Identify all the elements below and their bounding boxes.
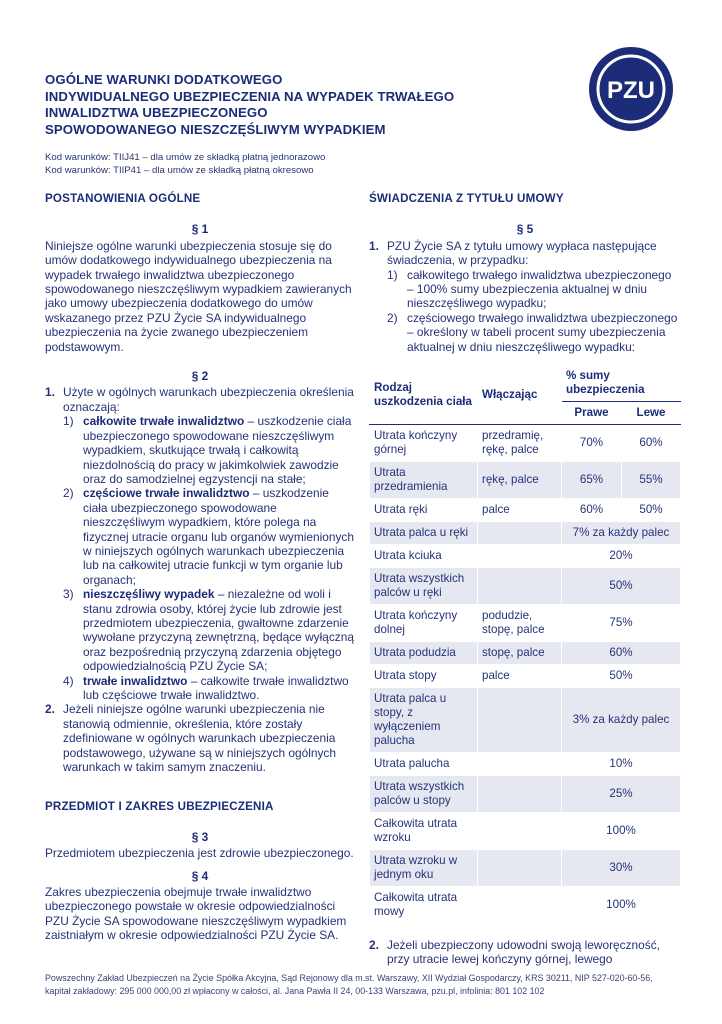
cell-kind: Całkowita utrata wzroku [370,813,478,850]
cell-percent: 50% [562,568,681,605]
benefit-item [369,311,681,354]
cell-kind: Utrata podudzia [370,642,478,665]
cell-left: 55% [622,462,681,499]
cell-kind: Utrata wzroku w jednym oku [370,850,478,887]
cell-including [478,753,562,776]
clause-5-1 [369,239,681,268]
benefit-text: częściowego trwałego inwalidztwa ubezpieczonego – określony w tabeli procent sumy ubezpieczenia aktualnej w dniu nieszczęśliwego wypadku: [407,310,678,354]
item-number: 2) [63,486,74,501]
section-heading-benefits: ŚWIADCZENIA Z TYTUŁU UMOWY [369,192,564,205]
cell-kind: Utrata stopy [370,665,478,688]
column-header-left: Lewe [622,402,681,425]
definition-term: częściowe trwałe inwalidztwo [83,486,250,501]
title-line: INDYWIDUALNEGO UBEZPIECZENIA NA WYPADEK TRWAŁEGO [45,88,455,104]
cell-percent: 7% za każdy palec [562,522,681,545]
cell-right: 65% [562,462,622,499]
column-header-kind: Rodzaj uszkodzenia ciała [370,365,478,425]
cell-including: stopę, palce [478,642,562,665]
table-row [370,605,681,642]
table-row [370,887,681,924]
cell-percent: 100% [562,813,681,850]
cell-including [478,688,562,753]
pzu-logo [588,46,674,132]
clause-2-1 [45,385,355,414]
cell-kind: Całkowita utrata mowy [370,887,478,924]
benefits-table-body [370,425,681,924]
clause-text: Jeżeli niniejsze ogólne warunki ubezpieczenia nie stanowią odmiennie, określenia, które zostały zdefiniowane w ogólnych warunkach ubezpieczenia podstawowego, używane są w niniejszych ogólnych warunkach w takim samym znaczeniu. [63,702,336,775]
footer-line: kapitał zakładowy: 295 000 000,00 zł wpłacony w całości, al. Jana Pawła II 24, 00-133 Warszawa, pzu.pl, infolinia: 801 102 102 [45,985,545,996]
code-line: Kod warunków: TIIJ41 – dla umów ze składką płatną jednorazowo [45,152,326,163]
cell-right: 60% [562,499,622,522]
clause-text: Jeżeli ubezpieczony udowodni swoją leworęczność, przy utracie lewej kończyny górnej, lewego [387,938,660,967]
table-row [370,499,681,522]
right-column [369,192,681,967]
table-row [370,665,681,688]
clause-text: PZU Życie SA z tytułu umowy wypłaca następujące świadczenia, w przypadku: [387,238,657,268]
definition-item [45,587,355,673]
clause-text: Użyte w ogólnych warunkach ubezpieczenia określenia oznaczają: [63,385,354,414]
definition-term: nieszczęśliwy wypadek [83,587,215,602]
item-number: 4) [63,673,74,688]
cell-kind: Utrata palca u ręki [370,522,478,545]
paragraph-1-heading: § 1 [191,222,209,237]
cell-kind: Utrata kończyny dolnej [370,605,478,642]
cell-percent: 25% [562,776,681,813]
paragraph-2-heading: § 2 [191,369,209,384]
title-line: INWALIDZTWA UBEZPIECZONEGO [45,105,268,120]
cell-percent: 30% [562,850,681,887]
clause-2-2 [45,702,355,774]
cell-percent: 75% [562,605,681,642]
table-row [370,753,681,776]
cell-kind: Utrata palca u stopy, z wyłączeniem palucha [370,688,478,753]
table-row [370,688,681,753]
paragraph-3-heading: § 3 [191,829,209,844]
item-number: 1) [387,267,398,282]
title-line: SPOWODOWANEGO NIESZCZĘŚLIWYM WYPADKIEM [45,121,386,137]
cell-percent: 20% [562,545,681,568]
definition-text [83,414,355,486]
paragraph-4-heading: § 4 [191,868,209,883]
cell-including: rękę, palce [478,462,562,499]
item-number: 2) [387,310,398,325]
cell-including [478,522,562,545]
clause-number: 1. [45,385,55,400]
definition-text [83,674,355,703]
table-row [370,776,681,813]
table-row [370,545,681,568]
definition-item [45,674,355,703]
definition-body: – uszkodzenie ciała ubezpieczonego spowodowane nieszczęśliwym wypadkiem, skutkujące trwałą i całkowitą niezdolnością do pracy w jakimkolwiek zawodzie oraz do samodzielnej egzystencji na stałe; [83,414,352,486]
clause-number: 2. [45,702,55,717]
benefit-text: całkowitego trwałego inwalidztwa ubezpieczonego – 100% sumy ubezpieczenia aktualnej w dniu nieszczęśliwego wypadku; [407,267,672,311]
column-header-right: Prawe [562,402,622,425]
table-row [370,850,681,887]
cell-including [478,545,562,568]
cell-including: przedramię, rękę, palce [478,425,562,462]
column-header-percent: % sumy ubezpieczenia [562,365,681,402]
footer [45,972,685,997]
cell-kind: Utrata ręki [370,499,478,522]
paragraph-3-text: Przedmiotem ubezpieczenia jest zdrowie ubezpieczonego. [45,846,354,861]
cell-including: podudzie, stopę, palce [478,605,562,642]
clause-5-2 [369,938,681,967]
cell-percent: 10% [562,753,681,776]
cell-percent: 50% [562,665,681,688]
clause-number: 1. [369,238,379,253]
definition-text [83,587,355,673]
table-row [370,522,681,545]
cell-including: palce [478,499,562,522]
cell-including [478,850,562,887]
table-row [370,568,681,605]
benefits-table [369,364,681,924]
cell-including [478,813,562,850]
clause-number: 2. [369,938,379,953]
cell-right: 70% [562,425,622,462]
definition-term: całkowite trwałe inwalidztwo [83,414,245,429]
cell-percent: 3% za każdy palec [562,688,681,753]
column-header-including: Włączając [478,365,562,425]
cell-including [478,887,562,924]
cell-percent: 100% [562,887,681,924]
definition-body: – całkowite trwałe inwalidztwo lub częściowe trwałe inwalidztwo. [83,673,349,702]
table-row [370,462,681,499]
section-heading-scope: PRZEDMIOT I ZAKRES UBEZPIECZENIA [45,800,274,814]
table-row [370,642,681,665]
cell-kind: Utrata palucha [370,753,478,776]
condition-codes [45,151,325,177]
item-number: 3) [63,587,74,602]
title-line: OGÓLNE WARUNKI DODATKOWEGO [45,72,283,87]
cell-kind: Utrata kciuka [370,545,478,568]
definition-item [45,414,355,486]
table-row [370,813,681,850]
cell-kind: Utrata wszystkich palców u ręki [370,568,478,605]
table-row [370,425,681,462]
left-column [45,192,355,943]
cell-kind: Utrata wszystkich palców u stopy [370,776,478,813]
item-number: 1) [63,414,74,429]
definition-body: – niezależne od woli i stanu zdrowia osoby, której życie lub zdrowie jest przedmiotem ubezpieczenia, gwałtowne zdarzenie wywołane przyczyną zewnętrzną, będące wyłączną oraz bezpośrednią przyczyną zdarzenia objętego odpowiedzialnością PZU Życie SA; [83,587,354,674]
logo-text: PZU [607,77,655,104]
cell-including [478,776,562,813]
cell-kind: Utrata przedramienia [370,462,478,499]
definition-term: trwałe inwalidztwo [83,673,188,688]
cell-kind: Utrata kończyny górnej [370,425,478,462]
definition-item [45,486,355,587]
cell-percent: 60% [562,642,681,665]
cell-left: 60% [622,425,681,462]
paragraph-4-text: Zakres ubezpieczenia obejmuje trwałe inwalidztwo ubezpieczonego powstałe w okresie odpowiedzialności PZU Życie SA spowodowane nieszczęśliwym wypadkiem zaistniałym w okresie odpowiedzialności PZU Życie SA. [45,885,347,943]
cell-left: 50% [622,499,681,522]
cell-including: palce [478,665,562,688]
document-title [45,72,515,138]
paragraph-1-text: Niniejsze ogólne warunki ubezpieczenia stosuje się do umów dodatkowego indywidualnego ubezpieczenia na wypadek trwałego inwalidztwa ubezpieczonego spowodowanego nieszczęśliwym wypadkiem zawieranych jako umowy ubezpieczenia dodatkowego do umów wskazanego przez PZU Życie SA indywidualnego ubezpieczenia na życie zwanego ubezpieczeniem podstawowym. [45,238,352,354]
footer-line: Powszechny Zakład Ubezpieczeń na Życie Spółka Akcyjna, Sąd Rejonowy dla m.st. Warszawy, XII Wydział Gospodarczy, KRS 30211, NIP 527-020-60-56, [45,973,653,983]
paragraph-5-heading: § 5 [516,222,534,237]
section-heading-general: POSTANOWIENIA OGÓLNE [45,192,201,205]
benefit-item [369,268,681,311]
code-line: Kod warunków: TIIP41 – dla umów ze składką płatną okresowo [45,165,314,176]
cell-including [478,568,562,605]
definition-body: – uszkodzenie ciała ubezpieczonego spowodowane nieszczęśliwym wypadkiem, które polega na fizycznej utracie organu lub organów wymienionych w niniejszych ogólnych warunkach ubezpieczenia lub na całkowitej utracie funkcji w tym organie lub organach; [83,486,354,587]
definition-text [83,486,355,587]
